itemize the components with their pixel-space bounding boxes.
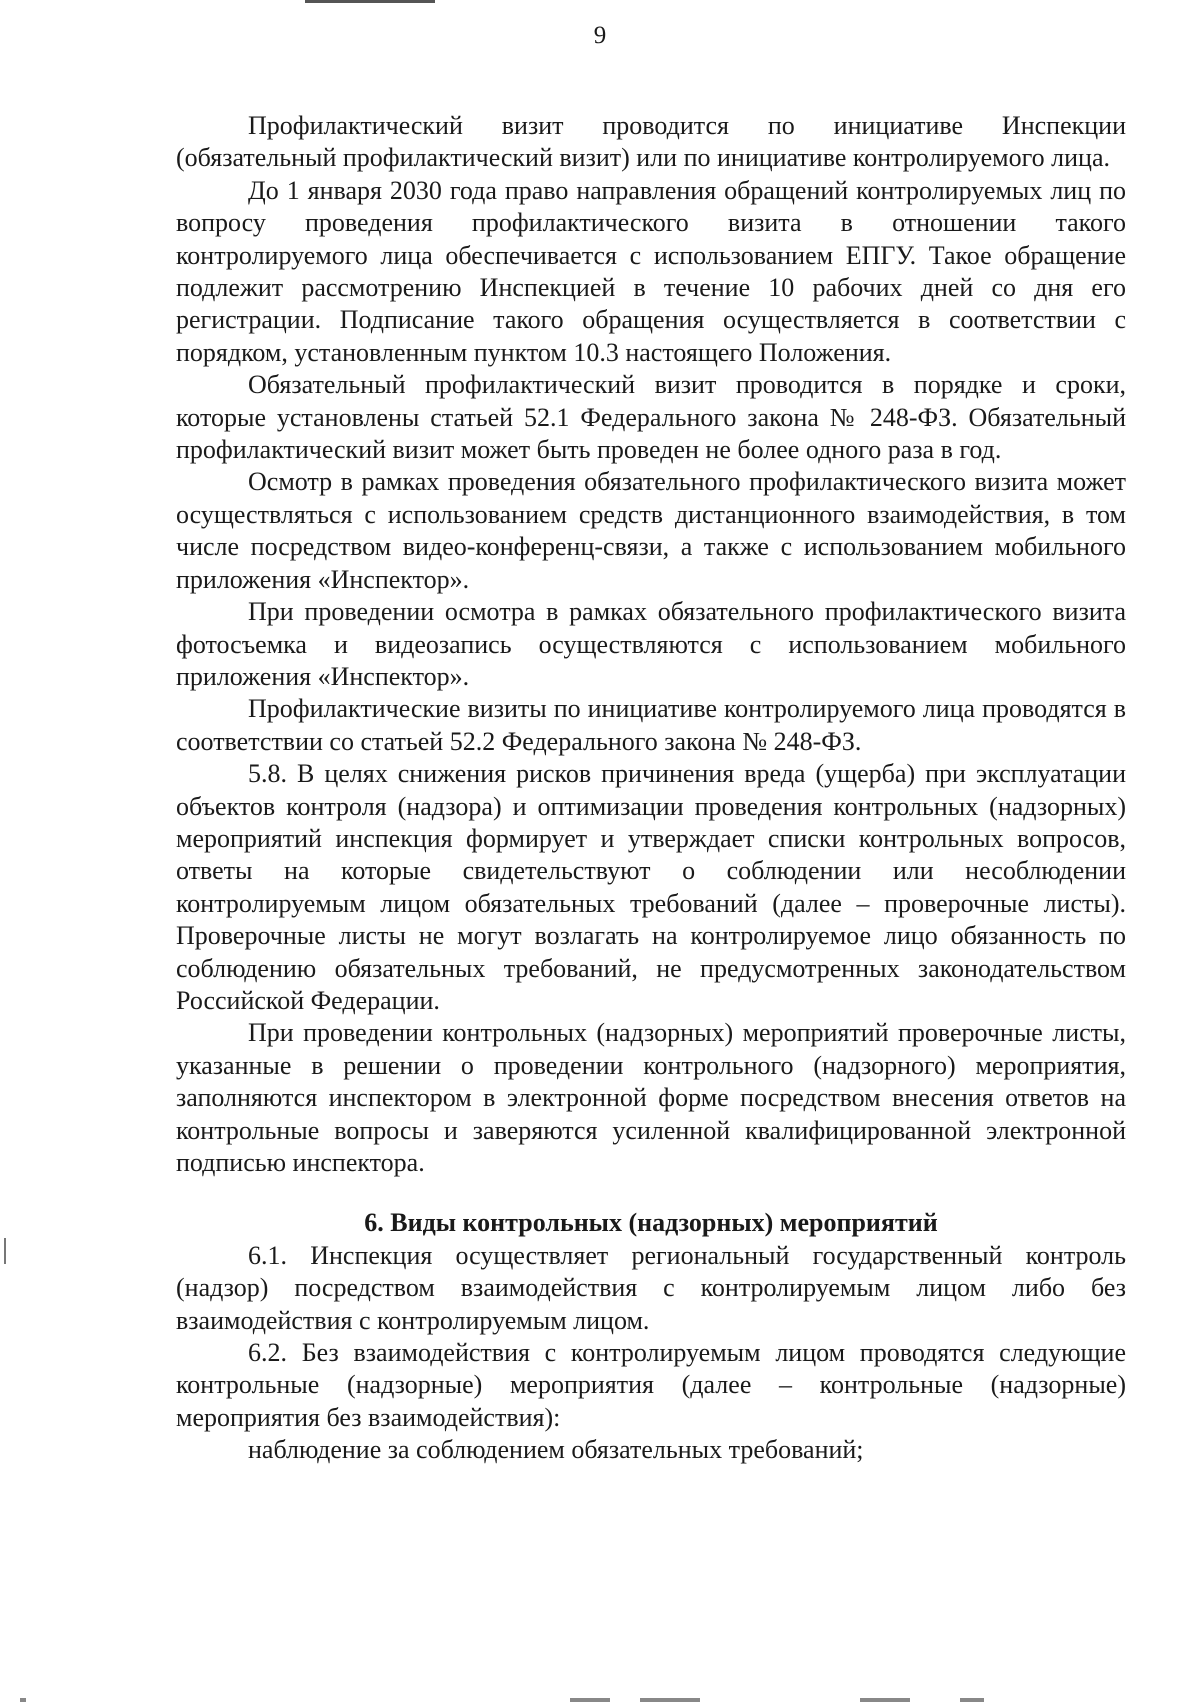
paragraph-6-1: 6.1. Инспекция осуществляет региональный государственный контроль (надзор) посредством взаимодействия с контролируемым лицом либо без взаимодействия с контролируемым лицом.: [176, 1240, 1126, 1335]
paragraph-checklists-filling: При проведении контрольных (надзорных) мероприятий проверочные листы, указанные в решении о проведении контрольного (надзорного) мероприятия, заполняются инспектором в электронной форме посредством внесения ответов на контрольные вопросы и заверяются усиленной квалифицированной электронной подписью инспектора.: [176, 1018, 1126, 1177]
scan-artifact-top-line: [305, 0, 435, 3]
paragraph-6-2: 6.2. Без взаимодействия с контролируемым лицом проводятся следующие контрольные (надзорные) мероприятия (далее – контрольные (надзорные) мероприятия без взаимодействия):: [176, 1338, 1126, 1432]
paragraph-appeals-until-2030: До 1 января 2030 года право направления обращений контролируемых лиц по вопросу проведения профилактического визита в отношении такого контролируемого лица обеспечивается с использованием ЕПГУ. Такое обращение подлежит рассмотрению Инспекцией в течение 10 рабочих дней со дня его регистрации. Подписание такого обращения осуществляется в соответствии с порядком, установленным пунктом 10.3 настоящего Положения.: [176, 175, 1126, 367]
scan-artifact-bottom-edge: [0, 1696, 1200, 1702]
paragraph-visits-on-request: Профилактические визиты по инициативе контролируемого лица проводятся в соответствии со статьей 52.2 Федерального закона № 248-ФЗ.: [176, 694, 1126, 756]
paragraph-5-8-checklists: 5.8. В целях снижения рисков причинения вреда (ущерба) при эксплуатации объектов контроля (надзора) и оптимизации проведения контрольных (надзорных) мероприятий инспекция формирует и утверждает списки контрольных вопросов, ответы на которые свидетельствуют о соблюдении или несоблюдении контролируемым лицом обязательных требований (далее – проверочные листы). Проверочные листы не могут возлагать на контролируемое лицо обязанность по соблюдению обязательных требований, не предусмотренных законодательством Российской Федерации.: [176, 759, 1126, 1015]
section-heading-6: 6. Виды контрольных (надзорных) мероприятий: [364, 1208, 938, 1238]
paragraph-photo-video: При проведении осмотра в рамках обязательного профилактического визита фотосъемка и видеозапись осуществляются с использованием мобильного приложения «Инспектор».: [176, 597, 1126, 691]
page-number: 9: [593, 22, 607, 49]
paragraph-preventive-visit-initiative: Профилактический визит проводится по инициативе Инспекции (обязательный профилактический визит) или по инициативе контролируемого лица.: [176, 111, 1126, 173]
paragraph-observation-item: наблюдение за соблюдением обязательных требований;: [248, 1435, 864, 1465]
document-body: [176, 110, 1126, 1467]
paragraph-remote-inspection: Осмотр в рамках проведения обязательного профилактического визита может осуществляться с использованием средств дистанционного взаимодействия, в том числе посредством видео-конференц-связи, а также с использованием мобильного приложения «Инспектор».: [176, 467, 1126, 594]
scan-artifact-left-mark: [4, 1238, 6, 1264]
paragraph-mandatory-visit-terms: Обязательный профилактический визит проводится в порядке и сроки, которые установлены статьей 52.1 Федерального закона № 248-ФЗ. Обязательный профилактический визит может быть проведен не более одного раза в год.: [176, 370, 1126, 465]
